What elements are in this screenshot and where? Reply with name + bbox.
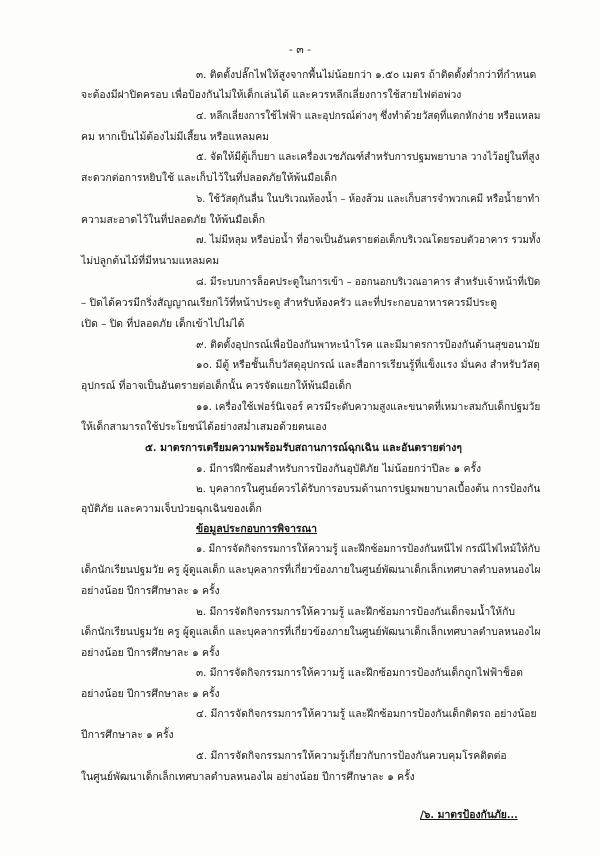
info-3-line-2: อย่างน้อย ปีการศึกษาละ ๑ ครั้ง (81, 687, 220, 700)
measure-1-line-1: ๑. มีการฝึกซ้อมสำหรับการป้องกันอุบัติภัย ไม่น้อยกว่าปีละ ๑ ครั้ง (196, 463, 482, 476)
item-6-line-1: ๖. ใช้วัสดุกันลื่น ในบริเวณห้องน้ำ – ห้องส้วม และเก็บสารจำพวกเคมี หรือน้ำยาทำ (196, 192, 540, 205)
info-3-line-1: ๓. มีการจัดกิจกรรมการให้ความรู้ และฝึกซ้อมการป้องกันเด็กถูกไฟฟ้าช็อต (196, 666, 523, 679)
item-10-line-1: ๑๐. มีตู้ หรือชั้นเก็บวัสดุอุปกรณ์ และสื่อการเรียนรู้ที่แข็งแรง มั่นคง สำหรับวัสดุ (196, 358, 540, 371)
info-2-line-3: อย่างน้อย ปีการศึกษาละ ๑ ครั้ง (81, 646, 220, 659)
section-5-heading: ๕. มาตรการเตรียมความพร้อมรับสถานการณ์ฉุกเฉิน และอันตรายต่างๆ (145, 442, 462, 455)
item-4-line-2: คม หากเป็นไม้ต้องไม่มีเสี้ยน หรือแหลมคม (81, 130, 270, 143)
info-2-line-2: เด็กนักเรียนปฐมวัย ครู ผู้ดูแลเด็ก และบุคลากรที่เกี่ยวข้องภายในศูนย์พัฒนาเด็กเล็กเทศบาลตำบลหนองไผ (81, 626, 541, 638)
item-6-line-2: ความสะอาดไว้ในที่ปลอดภัย ให้พ้นมือเด็ก (81, 213, 266, 226)
measure-2-line-2: อุบัติภัย และความเจ็บป่วยฉุกเฉินของเด็ก (81, 503, 262, 516)
item-5-line-2: สะดวกต่อการหยิบใช้ และเก็บไว้ในที่ปลอดภัยให้พ้นมือเด็ก (81, 171, 338, 184)
info-1-line-1: ๑. มีการจัดกิจกรรมการให้ความรู้ และฝึกซ้อมการป้องกันหนีไฟ กรณีไฟไหม้ให้กับ (196, 543, 541, 556)
info-1-line-3: อย่างน้อย ปีการศึกษาละ ๑ ครั้ง (81, 585, 220, 598)
info-4-line-1: ๔. มีการจัดกิจกรรมการให้ความรู้ และฝึกซ้อมการป้องกันเด็กติดรถ อย่างน้อย (196, 707, 537, 720)
item-11-line-1: ๑๑. เครื่องใช้เฟอร์นิเจอร์ ควรมีระดับความสูงและขนาดที่เหมาะสมกับเด็กปฐมวัย (196, 400, 541, 413)
item-4-line-1: ๔. หลีกเลี่ยงการใช้ไฟฟ้า และอุปกรณ์ต่างๆ ซึ่งทำด้วยวัสดุที่แตกหักง่าย หรือแหลม (196, 109, 541, 122)
info-5-line-2: ในศูนย์พัฒนาเด็กเล็กเทศบาลตำบลหนองไผ อย่างน้อย ปีการศึกษาละ ๑ ครั้ง (81, 770, 415, 783)
info-2-line-1: ๒. มีการจัดกิจกรรมการให้ความรู้ และฝึกซ้อมการป้องกันเด็กจมน้ำให้กับ (196, 605, 515, 618)
item-3-line-1: ๓. ติดตั้งปลั๊กไฟให้สูงจากพื้นไม่น้อยกว่า ๑.๕๐ เมตร ถ้าติดตั้งต่ำกว่าที่กำหนด (196, 69, 537, 81)
item-3-line-2: จะต้องมีฝาปิดครอบ เพื่อป้องกันไม่ให้เด็กเล่นได้ และควรหลีกเลี่ยงการใช้สายไฟต่อพ่วง (81, 89, 462, 102)
item-8-line-3: เปิด – ปิด ที่ปลอดภัย เด็กเข้าไปไม่ได้ (81, 317, 245, 330)
item-11-line-2: ให้เด็กสามารถใช้ประโยชน์ได้อย่างสม่ำเสมอด้วยตนเอง (81, 421, 327, 434)
measure-2-line-1: ๒. บุคลากรในศูนย์ควรได้รับการอบรมด้านการปฐมพยาบาลเบื้องต้น การป้องกัน (196, 483, 541, 496)
item-10-line-2: อุปกรณ์ ที่อาจเป็นอันตรายต่อเด็กนั้น ควรจัดแยกให้พ้นมือเด็ก (81, 379, 352, 392)
info-5-line-1: ๕. มีการจัดกิจกรรมการให้ความรู้เกี่ยวกับการป้องกันควบคุมโรคติดต่อ (196, 749, 507, 762)
continuation-note: /๖. มาตรป้องกันภัย... (420, 809, 518, 821)
item-8-line-2: – ปิดได้ควรมีกริ่งสัญญาณเรียกไว้ที่หน้าประตู สำหรับห้องครัว และที่ประกอบอาหารควรมีประตู (81, 296, 497, 309)
item-7-line-1: ๗. ไม่มีหลุม หรือบ่อน้ำ ที่อาจเป็นอันตรายต่อเด็กบริเวณโดยรอบตัวอาคาร รวมทั้ง (196, 234, 541, 247)
item-9-line-1: ๙. ติดตั้งอุปกรณ์เพื่อป้องกันพาหะนำโรค และมีมาตรการป้องกันด้านสุขอนามัย (196, 338, 540, 351)
item-5-line-1: ๕. จัดให้มีตู้เก็บยา และเครื่องเวชภัณฑ์สำหรับการปฐมพยาบาล วางไว้อยู่ในที่สูง (196, 150, 540, 163)
info-1-line-2: เด็กนักเรียนปฐมวัย ครู ผู้ดูแลเด็ก และบุคลากรที่เกี่ยวข้องภายในศูนย์พัฒนาเด็กเล็กเทศบาลตำบลหนองไผ (81, 564, 541, 577)
page-number: - ๓ - (289, 43, 311, 56)
supporting-info-heading: ข้อมูลประกอบการพิจารณา (196, 523, 317, 536)
info-4-line-2: ปีการศึกษาละ ๑ ครั้ง (81, 728, 174, 741)
item-8-line-1: ๘. มีระบบการล็อคประตูในการเข้า – ออกนอกบริเวณอาคาร สำหรับเจ้าหน้าที่เปิด (196, 276, 541, 289)
item-7-line-2: ไม่ปลูกต้นไม้ที่มีหนามแหลมคม (81, 255, 220, 268)
